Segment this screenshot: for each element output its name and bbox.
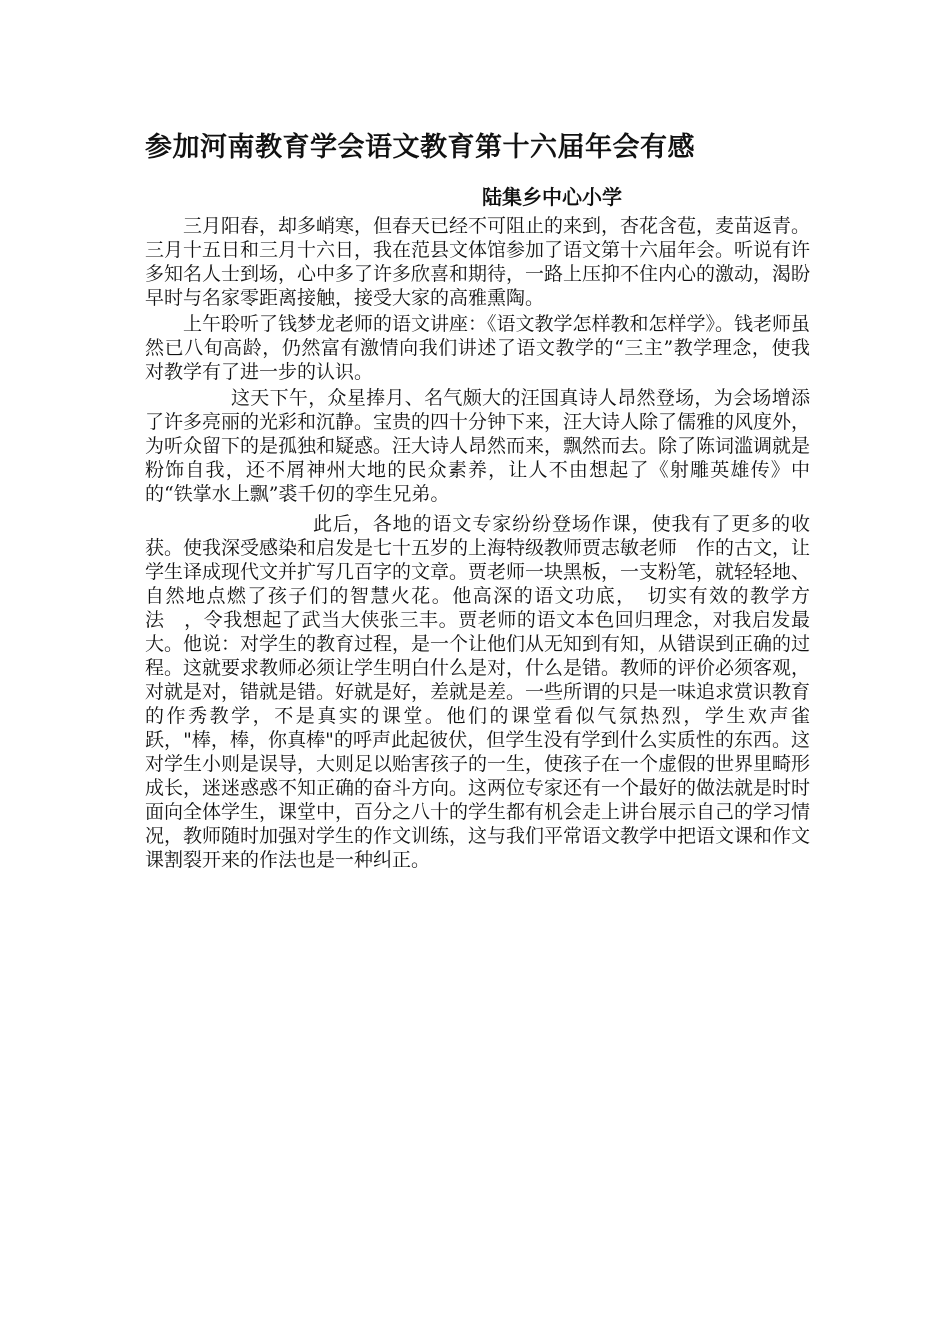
document-title: 参加河南教育学会语文教育第十六届年会有感 xyxy=(145,132,695,163)
paragraph-1: 三月阳春，却多峭寒，但春天已经不可阻止的来到，杏花含苞，麦苗返青。三月十五日和三月十六日，我在范县文体馆参加了语文第十六届年会。听说有许多知名人士到场，心中多了许多欣喜和期待，一路上压抑不住内心的激动，渴盼早时与名家零距离接触，接受大家的高雅熏陶。 xyxy=(145,215,811,309)
author-line: 陆集乡中心小学 xyxy=(482,185,622,209)
paragraph-4: 此后，各地的语文专家纷纷登场作课，使我有了更多的收获。使我深受感染和启发是七十五岁的上海特级教师贾志敏老师 作的古文，让学生译成现代文并扩写几百字的文章。贾老师一块黑板，一支粉笔，就轻轻地、自然地点燃了孩子们的智慧火花。他高深的语文功底， 切实有效的教学方法 ，令我想起了武当大侠张三丰。贾老师的语文本色回归理念，对我启发最大。他说：对学生的教育过程，是一个让他们从无知到有知，从错误到正确的过程。这就要求教师必须让学生明白什么是对，什么是错。教师的评价必须客观，对就是对，错就是错。好就是好，差就是差。一些所谓的只是一味追求赏识教育的作秀教学，不是真实的课堂。他们的课堂看似气氛热烈，学生欢声雀跃，"棒，棒，你真棒"的呼声此起彼伏，但学生没有学到什么实质性的东西。这对学生小则是误导，大则足以贻害孩子的一生，使孩子在一个虚假的世界里畸形成长，迷迷惑惑不知正确的奋斗方向。这两位专家还有一个最好的做法就是时时面向全体学生，课堂中，百分之八十的学生都有机会走上讲台展示自己的学习情况，教师随时加强对学生的作文训练，这与我们平常语文教学中把语文课和作文课割裂开来的作法也是一种纠正。 xyxy=(145,513,811,871)
document-page xyxy=(145,128,810,874)
paragraph-3: 这天下午，众星捧月、名气颇大的汪国真诗人昂然登场，为会场增添了许多亮丽的光彩和沉静。宝贵的四十分钟下来，汪大诗人除了儒雅的风度外，为听众留下的是孤独和疑惑。汪大诗人昂然而来，飘然而去。除了陈词滥调就是粉饰自我，还不屑神州大地的民众素养，让人不由想起了《射雕英雄传》中的“铁掌水上飘”裘千仞的孪生兄弟。 xyxy=(145,387,811,505)
paragraph-2: 上午聆听了钱梦龙老师的语文讲座：《语文教学怎样教和怎样学》。钱老师虽然已八旬高龄，仍然富有激情向我们讲述了语文教学的“三主”教学理念，使我对教学有了进一步的认识。 xyxy=(145,313,811,383)
